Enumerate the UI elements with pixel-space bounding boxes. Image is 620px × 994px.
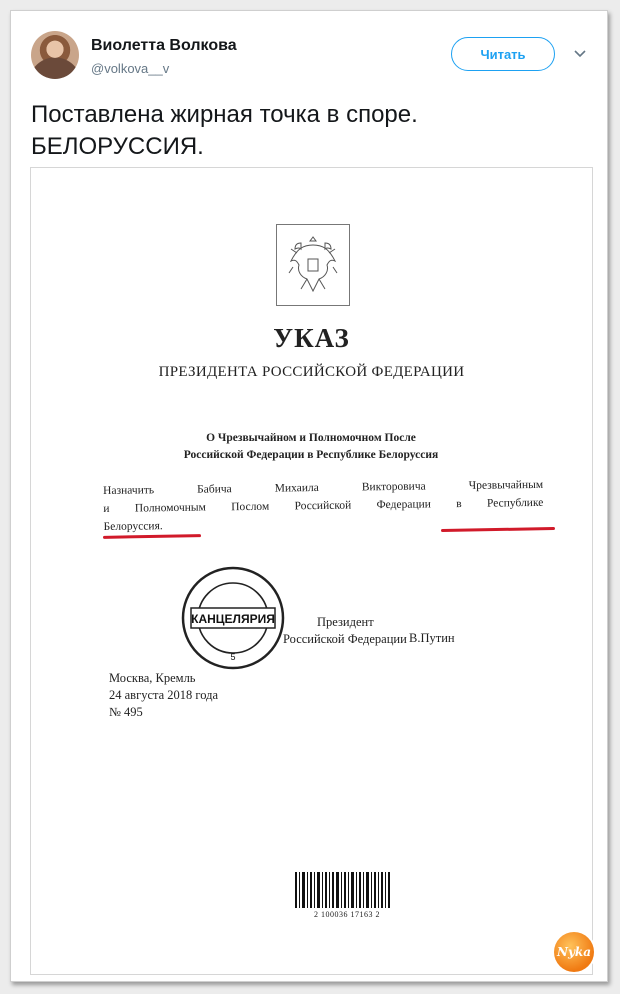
body-line: и Полномочным Послом Российской Федерации в Республике	[103, 496, 544, 515]
emblem-frame	[276, 224, 350, 306]
subject-line: О Чрезвычайном и Полномочном После	[206, 432, 416, 444]
signer-title	[283, 614, 407, 648]
tweet-text-line: Поставлена жирная точка в споре.	[31, 101, 418, 128]
tweet-text-line: БЕЛОРУССИЯ.	[31, 133, 204, 160]
red-underline-belorussia	[103, 534, 201, 539]
display-name[interactable]: Виолетта Волкова	[91, 37, 237, 54]
decree-place: Москва, Кремль	[109, 671, 196, 685]
signer-name: В.Путин	[409, 631, 455, 645]
chevron-down-icon[interactable]	[573, 49, 587, 59]
avatar[interactable]	[31, 31, 79, 79]
signer-title-line: Российской Федерации	[283, 632, 407, 646]
body-line: Назначить Бабича Михаила Викторовича Чрезвычайным	[103, 478, 544, 497]
site-watermark-logo: Nyka	[554, 932, 594, 972]
decree-subject	[91, 430, 531, 464]
decree-title: УКАЗ	[273, 323, 350, 353]
tweet-card	[10, 10, 608, 982]
subject-line: Российской Федерации в Республике Белоруссия	[183, 449, 439, 461]
chancellery-stamp	[179, 564, 287, 672]
attached-document-image[interactable]	[30, 167, 593, 975]
red-underline-republic	[441, 527, 555, 532]
decree-date: 24 августа 2018 года	[109, 688, 219, 702]
user-handle[interactable]: @volkova__v	[91, 61, 170, 76]
barcode-number: 2 100036 17163 2	[314, 910, 380, 919]
signer-title-line: Президент	[317, 615, 374, 629]
stamp-number: 5	[230, 652, 236, 662]
stamp-label: КАНЦЕЛЯРИЯ	[191, 612, 275, 626]
decree-body	[103, 476, 544, 536]
double-headed-eagle-icon	[285, 231, 341, 299]
follow-button[interactable]: Читать	[451, 37, 555, 71]
tweet-text	[31, 99, 591, 163]
body-line: Белоруссия.	[103, 520, 163, 533]
decree-number: № 495	[109, 705, 143, 719]
decree-place-date	[109, 670, 218, 721]
decree-subtitle: ПРЕЗИДЕНТА РОССИЙСКОЙ ФЕДЕРАЦИИ	[158, 364, 465, 380]
